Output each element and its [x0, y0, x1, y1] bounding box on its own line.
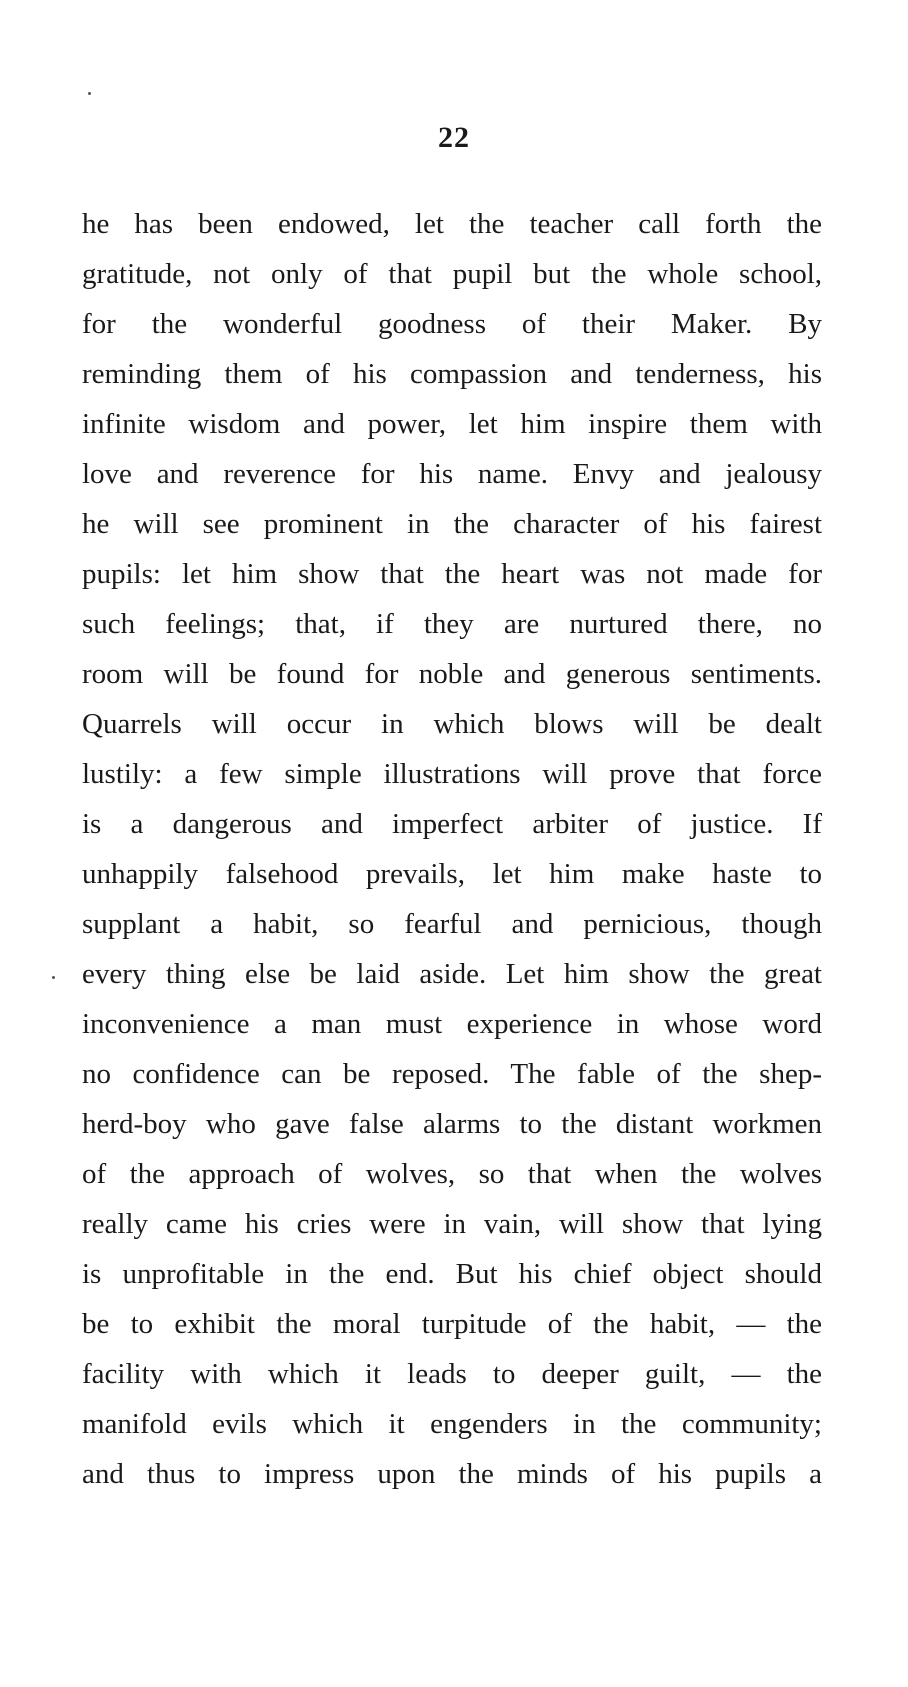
text-line: Quarrels will occur in which blows will be dealt [82, 708, 822, 740]
text-line: manifold evils which it engenders in the community; [82, 1408, 822, 1440]
page-number: 22 [438, 121, 470, 154]
text-line: he will see prominent in the character of his fairest [82, 508, 822, 540]
text-line: no confidence can be reposed. The fable of the shep- [82, 1058, 822, 1090]
text-line: be to exhibit the moral turpitude of the habit, — the [82, 1308, 822, 1340]
text-line: every thing else be laid aside. Let him show the great [82, 958, 822, 990]
text-line: reminding them of his compassion and tenderness, his [82, 358, 822, 390]
ink-speck [52, 976, 55, 979]
text-line: lustily: a few simple illustrations will prove that force [82, 758, 822, 790]
text-line: facility with which it leads to deeper guilt, — the [82, 1358, 822, 1390]
body-text [82, 199, 822, 1499]
text-line: infinite wisdom and power, let him inspire them with [82, 408, 822, 440]
ink-speck [88, 92, 91, 95]
text-line: room will be found for noble and generous sentiments. [82, 658, 822, 690]
text-line: such feelings; that, if they are nurtured there, no [82, 608, 822, 640]
text-line: for the wonderful goodness of their Maker. By [82, 308, 822, 340]
text-line: love and reverence for his name. Envy and jealousy [82, 458, 822, 490]
text-line: is unprofitable in the end. But his chief object should [82, 1258, 822, 1290]
text-line: pupils: let him show that the heart was not made for [82, 558, 822, 590]
text-line: unhappily falsehood prevails, let him make haste to [82, 858, 822, 890]
text-line: he has been endowed, let the teacher call forth the [82, 208, 822, 240]
text-line: of the approach of wolves, so that when the wolves [82, 1158, 822, 1190]
text-line: and thus to impress upon the minds of his pupils a [82, 1458, 822, 1490]
text-line: is a dangerous and imperfect arbiter of justice. If [82, 808, 822, 840]
text-line: herd-boy who gave false alarms to the distant workmen [82, 1108, 822, 1140]
text-line: inconvenience a man must experience in whose word [82, 1008, 822, 1040]
text-line: gratitude, not only of that pupil but the whole school, [82, 258, 822, 290]
text-line: really came his cries were in vain, will show that lying [82, 1208, 822, 1240]
text-line: supplant a habit, so fearful and pernicious, though [82, 908, 822, 940]
